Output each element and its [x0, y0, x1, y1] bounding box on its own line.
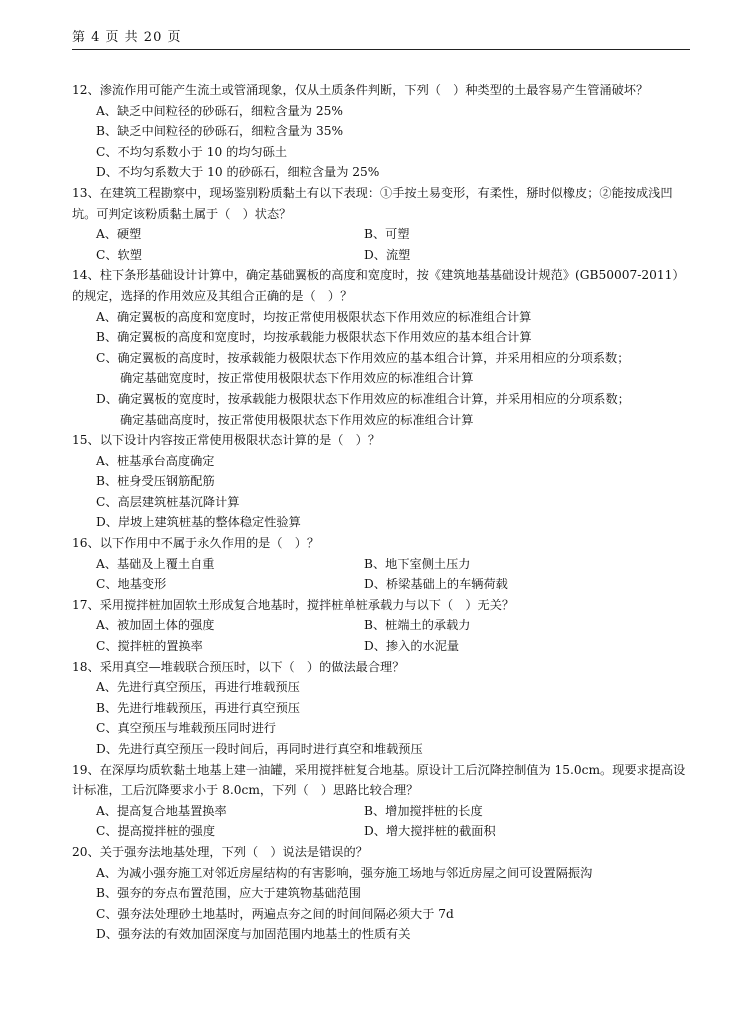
question-stem: 16、以下作用中不属于永久作用的是（ ）？ [72, 536, 320, 551]
page-number-header: 第 4 页 共 20 页 [72, 30, 182, 45]
option-row [72, 615, 692, 636]
option-c: C、地基变形 [96, 577, 167, 592]
option-a: A、提高复合地基置换率 [96, 803, 227, 818]
option-b: B、增加搅拌桩的长度 [364, 803, 483, 818]
option-c: C、强夯法处理砂土地基时，两遍点夯之间的时间间隔必须大于 7d [96, 906, 454, 921]
question-stem: 19、在深厚均质软黏土地基上建一油罐，采用搅拌桩复合地基。原设计工后沉降控制值为 15.0cm。现要求提高设计标准，工后沉降要求小于 8.0cm，下列（ ）思路比较合理？ [72, 762, 686, 798]
option-row [72, 574, 692, 595]
option-row [72, 821, 692, 842]
option-a: A、桩基承台高度确定 [96, 453, 215, 468]
option-d: D、岸坡上建筑桩基的整体稳定性验算 [96, 515, 301, 530]
option-a: A、确定翼板的高度和宽度时，均按正常使用极限状态下作用效应的标准组合计算 [96, 309, 532, 324]
option-row [72, 554, 692, 575]
question-20 [72, 842, 692, 945]
question-stem: 17、采用搅拌桩加固软土形成复合地基时，搅拌桩单桩承载力与以下（ ）无关？ [72, 597, 515, 612]
option-b: B、桩身受压钢筋配筋 [96, 474, 215, 489]
option-d: D、流塑 [364, 247, 411, 262]
option-c: C、提高搅拌桩的强度 [96, 824, 216, 839]
option-b: B、确定翼板的高度和宽度时，均按承载能力极限状态下作用效应的基本组合计算 [96, 330, 532, 345]
option-row [72, 636, 692, 657]
question-stem: 12、渗流作用可能产生流土或管涌现象，仅从土质条件判断，下列（ ）种类型的土最容易产生管涌破坏？ [72, 83, 649, 97]
option-a: A、基础及上覆土自重 [96, 556, 215, 571]
option-b: B、可塑 [364, 227, 410, 242]
option-c: C、软塑 [96, 247, 142, 262]
option-c: C、搅拌桩的置换率 [96, 639, 203, 654]
option-b: B、缺乏中间粒径的砂砾石，细粒含量为 35% [96, 124, 344, 139]
option-b: B、地下室侧土压力 [364, 556, 471, 571]
question-18 [72, 657, 692, 760]
option-a: A、硬塑 [96, 227, 142, 242]
option-row [72, 801, 692, 822]
header-divider [72, 49, 690, 50]
option-b: B、桩端土的承载力 [364, 618, 471, 633]
question-13 [72, 183, 692, 265]
option-d: D、增大搅拌桩的截面积 [364, 824, 496, 839]
question-list [72, 80, 692, 945]
option-c: C、确定翼板的高度时，按承载能力极限状态下作用效应的基本组合计算，并采用相应的分项系数； [96, 350, 630, 365]
question-stem: 13、在建筑工程勘察中，现场鉴别粉质黏土有以下表现：①手按土易变形，有柔性，掰时似橡皮；②能按成浅凹坑。可判定该粉质黏土属于（ ）状态？ [72, 185, 673, 221]
option-d-continued: 确定基础高度时，按正常使用极限状态下作用效应的标准组合计算 [120, 412, 474, 427]
option-a: A、被加固土体的强度 [96, 618, 215, 633]
question-stem: 20、关于强夯法地基处理，下列（ ）说法是错误的？ [72, 844, 368, 859]
option-b: B、强夯的夯点布置范围，应大于建筑物基础范围 [96, 886, 361, 901]
option-c-continued: 确定基础宽度时，按正常使用极限状态下作用效应的标准组合计算 [120, 371, 474, 386]
option-d: D、强夯法的有效加固深度与加固范围内地基土的性质有关 [96, 927, 411, 942]
question-stem: 15、以下设计内容按正常使用极限状态计算的是（ ）？ [72, 433, 381, 448]
question-19 [72, 760, 692, 842]
option-d: D、不均匀系数大于 10 的砂砾石，细粒含量为 25% [96, 165, 380, 180]
question-15 [72, 430, 692, 533]
question-14 [72, 265, 692, 430]
option-c: C、不均匀系数小于 10 的均匀砾土 [96, 144, 288, 159]
option-d: D、桥梁基础上的车辆荷载 [364, 577, 508, 592]
option-b: B、先进行堆载预压，再进行真空预压 [96, 700, 300, 715]
option-c: C、高层建筑桩基沉降计算 [96, 494, 240, 509]
option-d: D、确定翼板的宽度时，按承载能力极限状态下作用效应的标准组合计算，并采用相应的分项系数； [96, 391, 630, 406]
option-d: D、掺入的水泥量 [364, 639, 460, 654]
option-row [72, 245, 692, 266]
question-stem: 14、柱下条形基础设计计算中，确定基础翼板的高度和宽度时，按《建筑地基基础设计规范》(GB50007-2011）的规定，选择的作用效应及其组合正确的是（ ）？ [72, 268, 685, 303]
option-a: A、缺乏中间粒径的砂砾石，细粒含量为 25% [96, 103, 343, 118]
question-17 [72, 595, 692, 657]
option-a: A、先进行真空预压，再进行堆载预压 [96, 680, 300, 695]
question-12 [72, 80, 692, 183]
option-row [72, 224, 692, 245]
question-stem: 18、采用真空—堆载联合预压时，以下（ ）的做法最合理？ [72, 659, 405, 674]
option-d: D、先进行真空预压一段时间后，再同时进行真空和堆载预压 [96, 742, 423, 756]
option-c: C、真空预压与堆载预压同时进行 [96, 721, 276, 736]
question-16 [72, 533, 692, 595]
option-a: A、为减小强夯施工对邻近房屋结构的有害影响，强夯施工场地与邻近房屋之间可设置隔振沟 [96, 865, 593, 880]
